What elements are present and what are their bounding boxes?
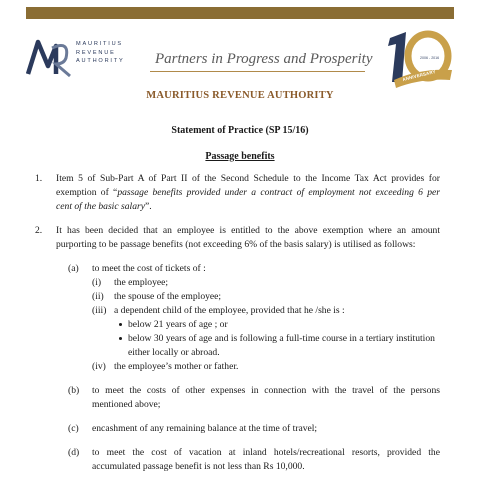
- item-d-line-2: accumulated passage benefit is not less than Rs 10,000.: [92, 461, 305, 472]
- para-2-line-2: purporting to be passage benefits (not exceeding 6% of the basis salary) is utilised as follows:: [56, 239, 416, 250]
- bullet-2-line-1: below 30 years of age and is following a full-time course in a tertiary institution: [128, 333, 435, 344]
- para-2-number: 2.: [35, 225, 43, 236]
- para-1-line-3-quote: cent of the basic salary: [56, 201, 145, 212]
- header-bar: [26, 7, 454, 19]
- item-b-label: (b): [68, 385, 80, 396]
- bullet-1-text: below 21 years of age ; or: [128, 319, 228, 330]
- item-a-label: (a): [68, 263, 79, 274]
- anniversary-dates: 2006 - 2016: [420, 56, 440, 60]
- subitem-iii-text: a dependent child of the employee, provided that he /she is :: [114, 305, 345, 316]
- para-1-line-3: [56, 200, 152, 214]
- item-a-text: to meet the cost of tickets of :: [92, 263, 206, 274]
- subitem-iv-text: the employee’s mother or father.: [114, 361, 239, 372]
- logo-line-1: MAURITIUS: [76, 41, 123, 47]
- anniversary-logo: [384, 30, 456, 92]
- para-1-line-2-prefix: exemption of “: [56, 187, 118, 198]
- logo-line-3: AUTHORITY: [76, 58, 125, 65]
- anniversary-10-icon: [384, 30, 456, 92]
- item-c-text: encashment of any remaining balance at the time of travel;: [92, 423, 318, 434]
- item-b-line-1: to meet the costs of other expenses in connection with the travel of the persons: [92, 385, 440, 396]
- document-subtitle: Passage benefits: [205, 151, 275, 162]
- item-d-line-1: to meet the cost of vacation at inland hotels/recreational resorts, provided the: [92, 447, 440, 458]
- item-d-label: (d): [68, 447, 80, 458]
- subitem-i-text: the employee;: [114, 277, 169, 288]
- document-title: Statement of Practice (SP 15/16): [171, 125, 309, 136]
- item-c-label: (c): [68, 423, 79, 434]
- para-1-line-2: [56, 186, 440, 200]
- slogan-divider: [150, 71, 365, 72]
- subitem-iii-label: (iii): [92, 305, 107, 316]
- subitem-i-label: (i): [92, 277, 102, 288]
- para-1-line-3-suffix: ”.: [145, 201, 152, 212]
- mra-logo: [26, 36, 156, 78]
- subitem-ii-text: the spouse of the employee;: [114, 291, 222, 302]
- para-1-line-1: Item 5 of Sub-Part A of Part II of the Second Schedule to the Income Tax Act provides for: [56, 173, 440, 184]
- para-1-line-2-quote: passage benefits provided under a contract of employment not exceeding 6 per: [117, 187, 441, 198]
- para-2-line-1: It has been decided that an employee is entitled to the above exemption where an amount: [56, 225, 440, 236]
- logo-line-2: REVENUE: [76, 49, 116, 56]
- para-1-number: 1.: [35, 173, 43, 184]
- mra-logo-icon: [26, 36, 74, 78]
- anniversary-label: ANNIVERSARY: [401, 68, 437, 83]
- bullet-1-icon: [119, 323, 122, 326]
- organization-name: MAURITIUS REVENUE AUTHORITY: [146, 90, 334, 101]
- bullet-2-line-2: either locally or abroad.: [128, 347, 220, 358]
- subitem-iv-label: (iv): [92, 361, 106, 372]
- slogan: Partners in Progress and Prosperity: [155, 51, 373, 67]
- bullet-2-icon: [119, 337, 122, 340]
- subitem-ii-label: (ii): [92, 291, 104, 302]
- item-b-line-2: mentioned above;: [92, 399, 161, 410]
